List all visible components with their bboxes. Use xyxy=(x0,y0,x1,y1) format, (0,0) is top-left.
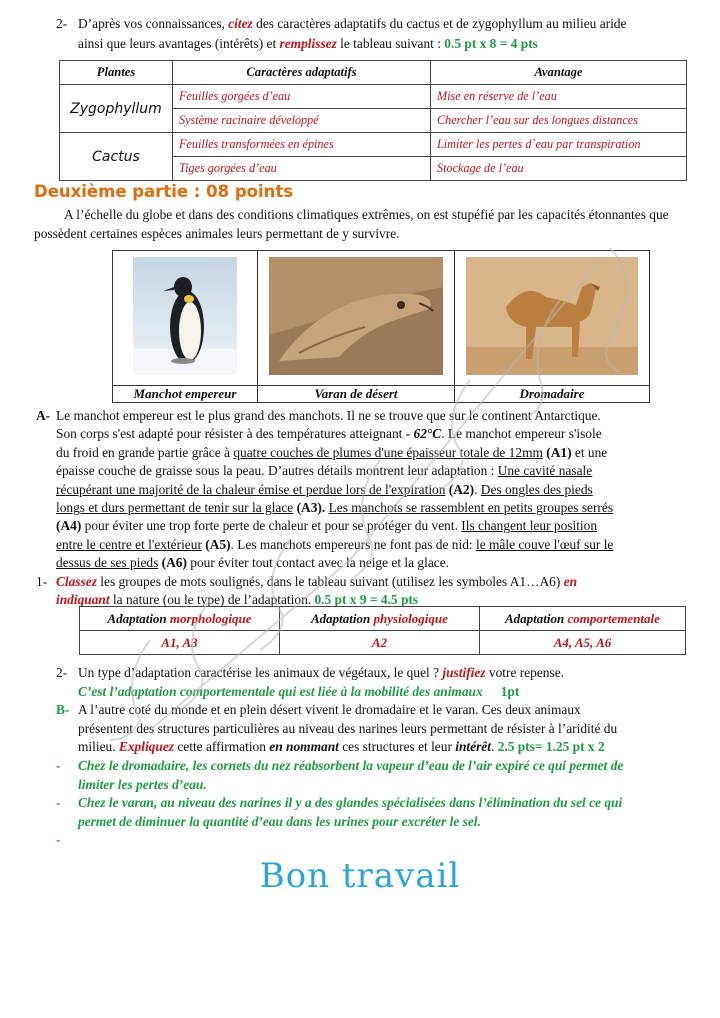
table-cell: Stockage de l’eau xyxy=(431,157,687,181)
caption-varan: Varan de désert xyxy=(258,386,455,403)
table-cell: Chercher l’eau sur des longues distances xyxy=(431,109,687,133)
monitor-lizard-cell xyxy=(258,251,455,386)
question-2b-and-section-b: 2- Un type d’adaptation caractérise les animaux de végétaux, le quel ? justifiez votre repense. C’est l’adaptation comportementale qui est liée à la mobilité des animaux 1pt B- A l’autre coté du monde et en plein désert vivent le dromadaire et le varan. Ces deux animaux présentent des structures particulières au niveau des narines leurs permettant de résister à l’aridité du milieu. Expliquez cette affirmation en nommant ces structures et leur intérêt. 2.5 pts= 1.25 pt x 2 - Chez le dromadaire, les cornets du nez réabsorbent la vapeur d’eau de l’air expiré ce qui permet de limiter les pertes d’eau. - Chez le varan, au niveau des narines il y a des glandes spécialisées dans l’élimination du sel ce qui permet de diminuer la quantité d’eau dans les urines pour excréter le sel. - xyxy=(56,665,624,848)
answer-comportementale: A4, A5, A6 xyxy=(479,631,685,655)
table-cell: Tiges gorgées d’eau xyxy=(173,157,431,181)
adaptation-type-table xyxy=(79,606,686,655)
table-cell: Mise en réserve de l’eau xyxy=(431,85,687,109)
caption-manchot: Manchot empereur xyxy=(113,386,258,403)
table-header-row xyxy=(60,61,687,85)
answer-dromadaire: Chez le dromadaire, les cornets du nez réabsorbent la vapeur d’eau de l’air expiré ce qui permet de xyxy=(78,757,624,773)
col-header-avantage: Avantage xyxy=(431,61,687,85)
penguin-photo xyxy=(133,257,237,375)
closing-bon-travail: Bon travail xyxy=(259,856,461,896)
col-header-plantes: Plantes xyxy=(60,61,173,85)
col-header-morphologique: Adaptation morphologique xyxy=(80,607,280,631)
table-row xyxy=(80,631,686,655)
table-header-row xyxy=(80,607,686,631)
question-2-instructions: 2- D’après vos connaissances, citez des caractères adaptatifs du cactus et de zygophyllum au milieu aride ainsi que leurs avantages (intérêts) et remplissez le tableau suivant : 0.5 pt x 8 = 4 pts xyxy=(56,16,627,51)
answer-varan: Chez le varan, au niveau des narines il y a des glandes spécialisées dans l’élimination du sel ce qui xyxy=(78,795,623,811)
table-row xyxy=(60,85,687,109)
plants-adaptation-table xyxy=(59,60,687,181)
table-cell: Système racinaire développé xyxy=(173,109,431,133)
animal-images-table xyxy=(112,250,650,403)
part-2-intro: A l’échelle du globe et dans des conditions climatiques extrêmes, on est stupéfié par les capacités étonnantes que possèdent certaines espèces animales leurs permettant de y survivre. xyxy=(34,207,669,241)
table-row xyxy=(60,133,687,157)
penguin-cell xyxy=(113,251,258,386)
part-2-heading: Deuxième partie : 08 points xyxy=(34,182,294,201)
plant-cactus: Cactus xyxy=(60,133,173,181)
table-cell: Feuilles gorgées d’eau xyxy=(173,85,431,109)
plant-zygophyllum: Zygophyllum xyxy=(60,85,173,133)
monitor-lizard-photo xyxy=(269,257,443,375)
col-header-comportementale: Adaptation comportementale xyxy=(479,607,685,631)
col-header-caracteres: Caractères adaptatifs xyxy=(173,61,431,85)
answer-2b: C’est l’adaptation comportementale qui est liée à la mobilité des animaux xyxy=(78,683,483,699)
section-a-text: A- Le manchot empereur est le plus grand des manchots. Il ne se trouve que sur le continent Antarctique. Son corps s'est adapté pour résister à des températures atteignant - 62°C. Le manchot empereur s'isole du froid en grande partie grâce à quatre couches de plumes d'une épaisseur totale de 12mm (A1) et une épaisse couche de graisse sous la peau. D’autres détails montrent leur adaptation : Une cavité nasale récupérant une majorité de la chaleur émise et perdue lors de l'expiration (A2). Des ongles des pieds longs et durs permettant de tenir sur la glace (A3). Les manchots se rassemblent en petits groupes serrés (A4) pour éviter une trop forte perte de chaleur et pour se protéger du vent. Ils changent leur position entre le centre et l'extérieur (A5). Les manchots empereurs ne font pas de nid: le mâle couve l'œuf sur le dessus de ses pieds (A6) pour éviter tout contact avec la neige et la glace. 1- Classez les groupes de mots soulignés, dans le tableau suivant (utilisez les symboles A1…A6) en indiquant la nature (ou le type) de l’adaptation. 0.5 pt x 9 = 4.5 pts xyxy=(36,408,614,608)
answer-morphologique: A1, A3 xyxy=(80,631,280,655)
table-cell: Limiter les pertes d`eau par transpiration xyxy=(431,133,687,157)
camel-cell xyxy=(455,251,650,386)
camel-photo xyxy=(466,257,638,375)
col-header-physiologique: Adaptation physiologique xyxy=(279,607,479,631)
answer-physiologique: A2 xyxy=(279,631,479,655)
caption-dromadaire: Dromadaire xyxy=(455,386,650,403)
table-cell: Feuilles transformées en épines xyxy=(173,133,431,157)
